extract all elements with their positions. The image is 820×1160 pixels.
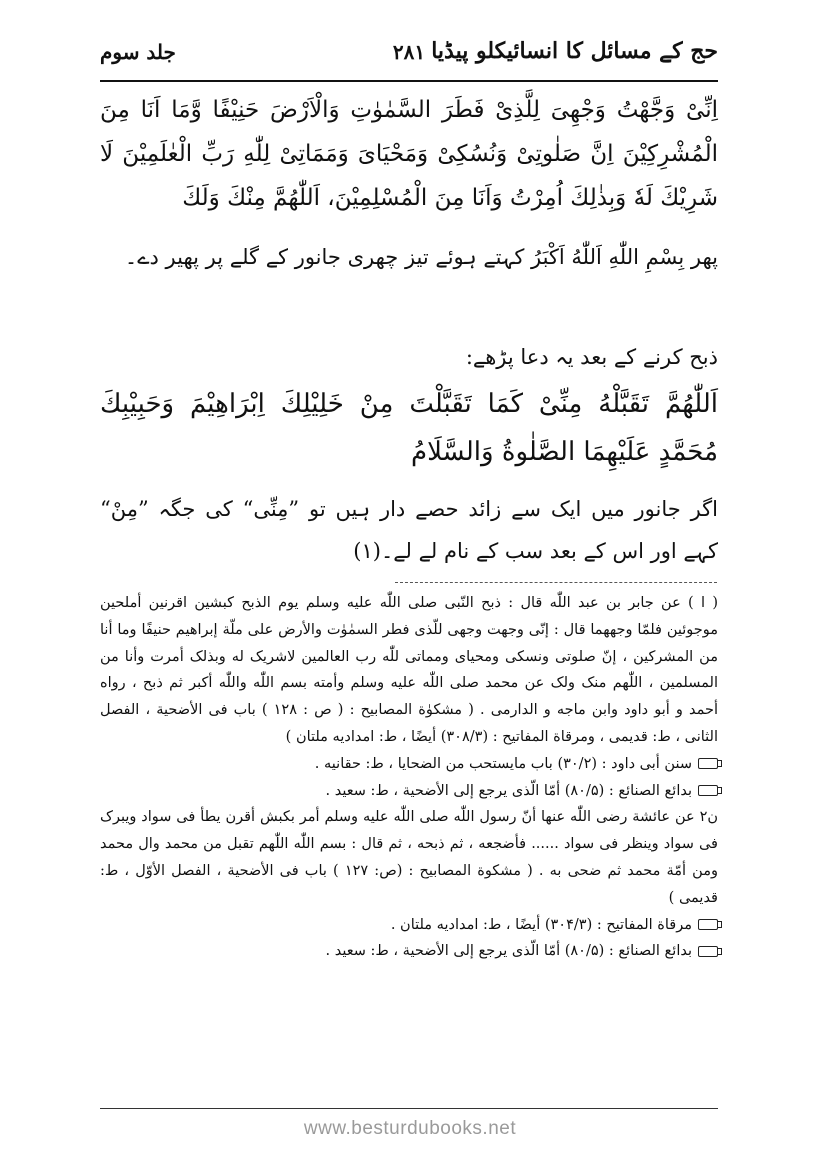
page-header	[100, 38, 718, 78]
book-title: حج کے مسائل کا انسائیکلو پیڈیا	[431, 38, 718, 64]
reference-line	[100, 938, 718, 965]
footnote-divider	[395, 582, 717, 583]
page-number: ۲۸۱	[392, 40, 426, 64]
reference-hand-icon	[698, 758, 718, 769]
footnote-2-marker: ن۲	[699, 809, 719, 826]
reference-text: بدائع الصنائع : (۸۰/۵) أمّا الّذی یرجع إلی الأضحیة ، ط: سعید .	[325, 782, 692, 799]
reference-line	[100, 912, 718, 939]
footnotes	[100, 590, 718, 965]
reference-hand-icon	[698, 919, 718, 930]
after-slaughter-heading: ذبح کرنے کے بعد یہ دعا پڑھے:	[465, 345, 718, 369]
dua-acceptance: اَللّٰهُمَّ تَقَبَّلْهُ مِنِّیْ كَمَا تَقَبَّلْتَ مِنْ خَلِیْلِكَ اِبْرَاهِیْمَ وَحَبِیْبِكَ مُحَمَّدٍ عَلَیْهِمَا الصَّلٰوةُ وَالسَّلَامُ	[100, 389, 718, 467]
reference-hand-icon	[698, 946, 718, 957]
urdu-note: اگر جانور میں ایک سے زائد حصے دار ہیں تو ”مِنِّی“ کی جگہ ”مِنْ“ کہے اور اس کے بعد سب کے نام لے لے۔(۱)	[100, 497, 718, 563]
reference-line	[100, 751, 718, 778]
reference-hand-icon	[698, 785, 718, 796]
footer-divider	[100, 1108, 718, 1109]
site-watermark: www.besturdubooks.net	[303, 1118, 517, 1139]
footnote-2	[100, 804, 718, 911]
footnote-2-text: عن عائشة رضی اللّٰه عنها أنّ رسول اللّٰه صلی اللّٰه علیه وسلم أمر بكبش أقرن یطأ فی سواد ویبرک فی سواد وینظر فی سواد ...... فأضجعه ، ثم ذبحه ، ثم قال : بسم اللّٰه اللّٰهم تقبل من محمد وال محمد ومن أمّة محمد ثم ضحی به . ( مشكوة المصابیح : (ص: ۱۲۷ ) باب فی الأضحیة ، الفصل الأوّل ، ط: قدیمی )	[100, 809, 718, 906]
reference-text: سنن أبی داود : (۳۰/۲) باب مایستحب من الضحایا ، ط: حقانیه .	[314, 755, 692, 772]
reference-line	[100, 778, 718, 805]
header-divider	[100, 80, 718, 82]
reference-text: مرقاة المفاتیح : (۳۰۴/۳) أیضًا ، ط: امدادیه ملتان .	[390, 916, 692, 933]
volume-label: جلد سوم	[100, 40, 176, 64]
footnote-1: ( ا ) عن جابر بن عبد اللّٰه قال : ذبح النّبی صلی اللّٰه علیه وسلم یوم الذبح كبشین اقرنین أملحین موجوئین فلمّا وجههما قال : إنّی وجهت وجهی للّذی فطر السمٰوٰت والأرض علی ملّة إبراهیم حنیفًا وما أنا من المشركین ، إنّ صلوتی ونسكی ومحیای ومماتی للّٰه رب العالمین لاشریک له وبذلک أمرت وأنا من المسلمین ، اللّٰهم منک ولک عن محمد صلی اللّٰه علیه وسلم وأمته بسم اللّٰه واللّٰه أكبر ثم ذبح ، رواه أحمد و أبو داود وابن ماجه و الدارمی . ( مشكوٰة المصابیح : ( ص : ۱۲۸ ) باب فی الأضحیة ، الفصل الثانی ، ط: قدیمی ، ومرقاة المفاتیح : (۳۰۸/۳) أیضًا ، ط: امدادیه ملتان )	[100, 595, 718, 745]
reference-text: بدائع الصنائع : (۸۰/۵) أمّا الّذی یرجع إلی الأضحیة ، ط: سعید .	[325, 943, 692, 960]
urdu-instruction: پھر بِسْمِ اللّٰهِ اَللّٰهُ اَكْبَرُ کہتے ہوئے تیز چھری جانور کے گلے پر پھیر دے۔	[124, 245, 718, 269]
dua-opening: اِنِّیْ وَجَّهْتُ وَجْهِیَ لِلَّذِیْ فَطَرَ السَّمٰوٰتِ وَالْاَرْضَ حَنِیْفًا وَّمَا اَنَا مِنَ الْمُشْرِكِیْنَ اِنَّ صَلٰوتِیْ وَنُسُكِیْ وَمَحْیَایَ وَمَمَاتِیْ لِلّٰهِ رَبِّ الْعٰلَمِیْنَ لَا شَرِیْكَ لَهٗ وَبِذٰلِكَ اُمِرْتُ وَاَنَا مِنَ الْمُسْلِمِیْنَ، اَللّٰهُمَّ مِنْكَ وَلَكَ	[100, 97, 718, 211]
